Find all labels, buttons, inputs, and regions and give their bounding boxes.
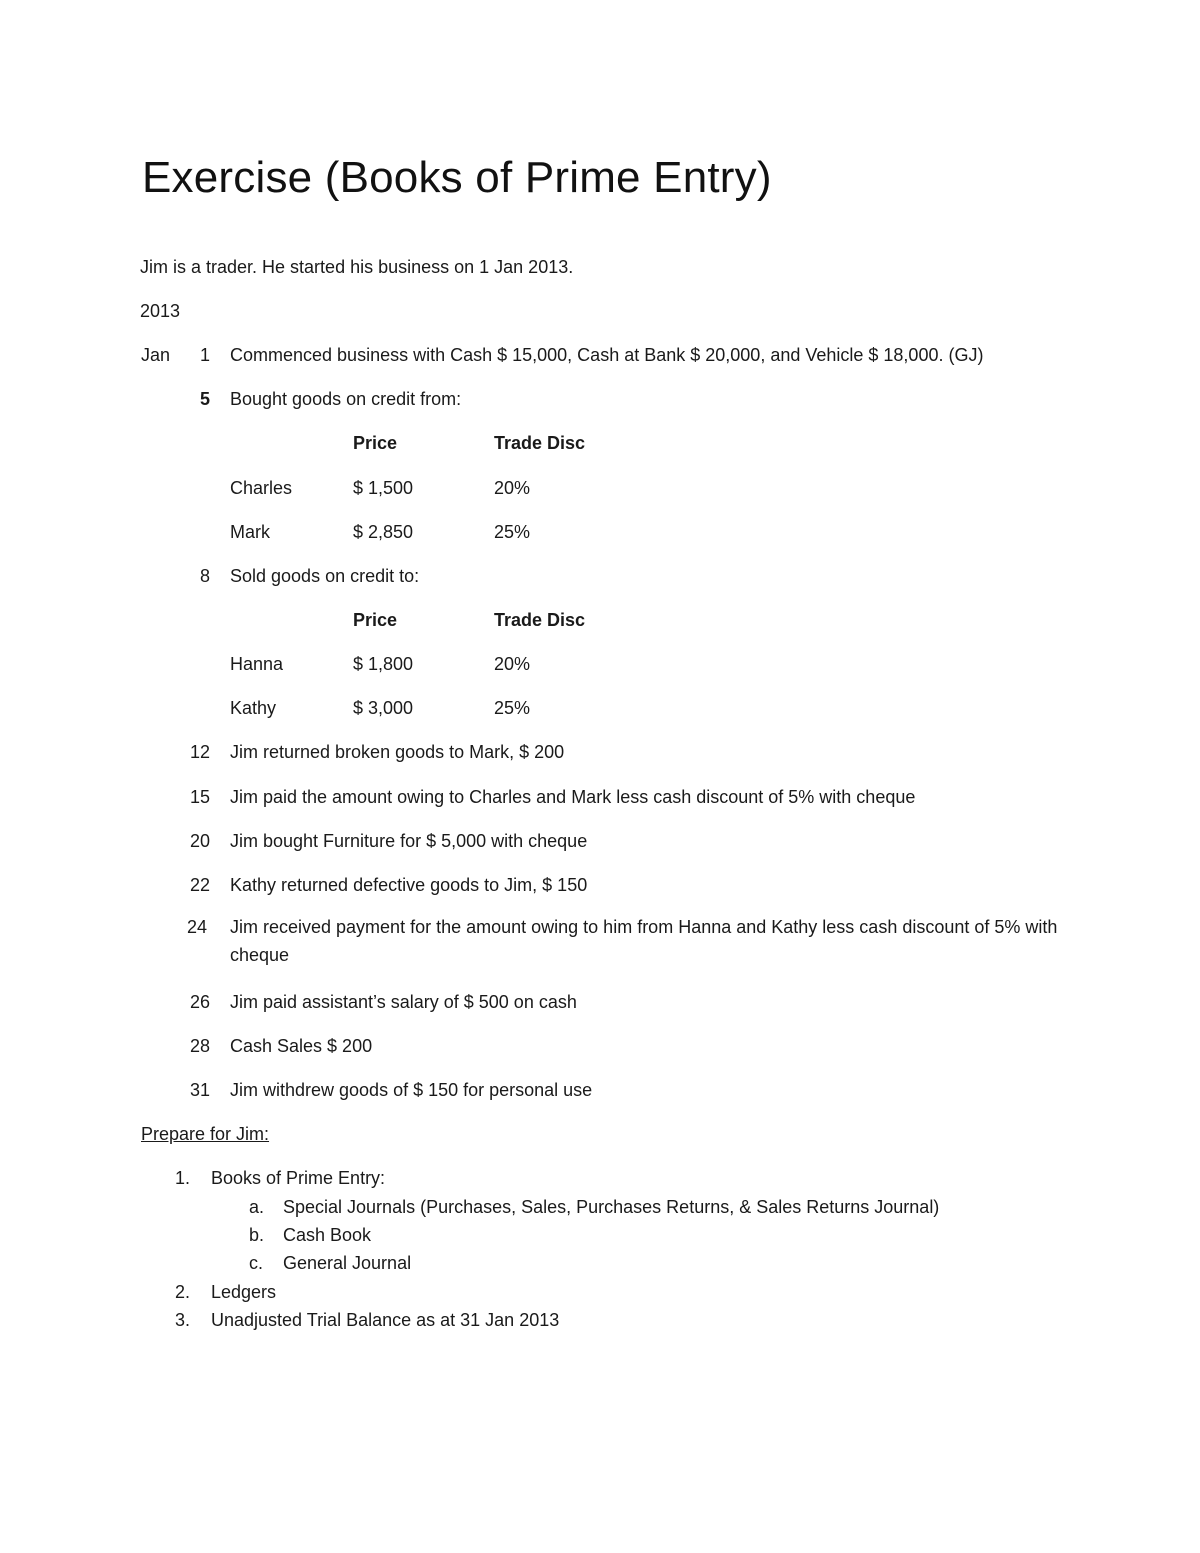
table-cell-name: Charles — [230, 478, 293, 498]
entry-day: 5 — [199, 389, 210, 409]
entry-day: 28 — [189, 1036, 210, 1056]
entry-text: Jim paid the amount owing to Charles and Mark less cash discount of 5% with cheque — [230, 787, 916, 807]
table-cell-disc: 20% — [494, 478, 531, 498]
sublist-item: Cash Book — [283, 1225, 372, 1245]
entry-day: 12 — [189, 742, 210, 762]
entry-text: Bought goods on credit from: — [230, 389, 462, 409]
entry-day: 26 — [189, 992, 210, 1012]
entry-day: 31 — [189, 1080, 210, 1100]
table-cell-name: Mark — [230, 522, 270, 542]
list-item: Unadjusted Trial Balance as at 31 Jan 2013 — [211, 1310, 560, 1330]
table-header-trade-disc: Trade Disc — [494, 433, 586, 453]
entry-text: Jim bought Furniture for $ 5,000 with cheque — [230, 831, 588, 851]
list-item: Books of Prime Entry: — [211, 1168, 386, 1188]
entry-text: Sold goods on credit to: — [230, 566, 420, 586]
entry-text: Jim withdrew goods of $ 150 for personal use — [230, 1080, 593, 1100]
sublist-item: Special Journals (Purchases, Sales, Purchases Returns, & Sales Returns Journal) — [283, 1197, 940, 1217]
table-cell-price: $ 1,800 — [353, 654, 414, 674]
table-cell-disc: 20% — [494, 654, 531, 674]
entry-text: Commenced business with Cash $ 15,000, Cash at Bank $ 20,000, and Vehicle $ 18,000. (GJ) — [230, 345, 984, 365]
list-number: 1. — [175, 1168, 191, 1188]
table-cell-price: $ 3,000 — [353, 698, 414, 718]
entry-day: 8 — [199, 566, 210, 586]
table-cell-price: $ 2,850 — [353, 522, 414, 542]
sublist-letter: c. — [249, 1253, 264, 1273]
table-cell-name: Hanna — [230, 654, 284, 674]
intro-text: Jim is a trader. He started his business on 1 Jan 2013. — [140, 257, 574, 277]
entry-text: Kathy returned defective goods to Jim, $ 150 — [230, 875, 588, 895]
list-number: 3. — [175, 1310, 191, 1330]
sublist-letter: a. — [249, 1197, 265, 1217]
entry-day: 22 — [189, 875, 210, 895]
page-title: Exercise (Books of Prime Entry) — [142, 153, 772, 202]
prepare-heading: Prepare for Jim: — [141, 1124, 270, 1144]
entry-day: 20 — [189, 831, 210, 851]
month-label: Jan — [141, 345, 171, 365]
table-cell-disc: 25% — [494, 698, 531, 718]
list-number: 2. — [175, 1282, 191, 1302]
table-cell-name: Kathy — [230, 698, 277, 718]
sublist-item: General Journal — [283, 1253, 412, 1273]
year-label: 2013 — [140, 301, 181, 321]
entry-day: 24 — [186, 917, 207, 937]
entry-text: Jim returned broken goods to Mark, $ 200 — [230, 742, 565, 762]
entry-text: Cash Sales $ 200 — [230, 1036, 373, 1056]
entry-day: 15 — [189, 787, 210, 807]
entry-text: Jim received payment for the amount owing to him from Hanna and Kathy less cash discount of 5% with cheque — [230, 917, 1058, 965]
table-header-price: Price — [353, 433, 398, 453]
entry-text: Jim paid assistant’s salary of $ 500 on cash — [230, 992, 577, 1012]
entry-day: 1 — [199, 345, 210, 365]
table-header-price: Price — [353, 610, 398, 630]
table-cell-disc: 25% — [494, 522, 531, 542]
table-header-trade-disc: Trade Disc — [494, 610, 586, 630]
table-cell-price: $ 1,500 — [353, 478, 414, 498]
sublist-letter: b. — [249, 1225, 265, 1245]
list-item: Ledgers — [211, 1282, 277, 1302]
